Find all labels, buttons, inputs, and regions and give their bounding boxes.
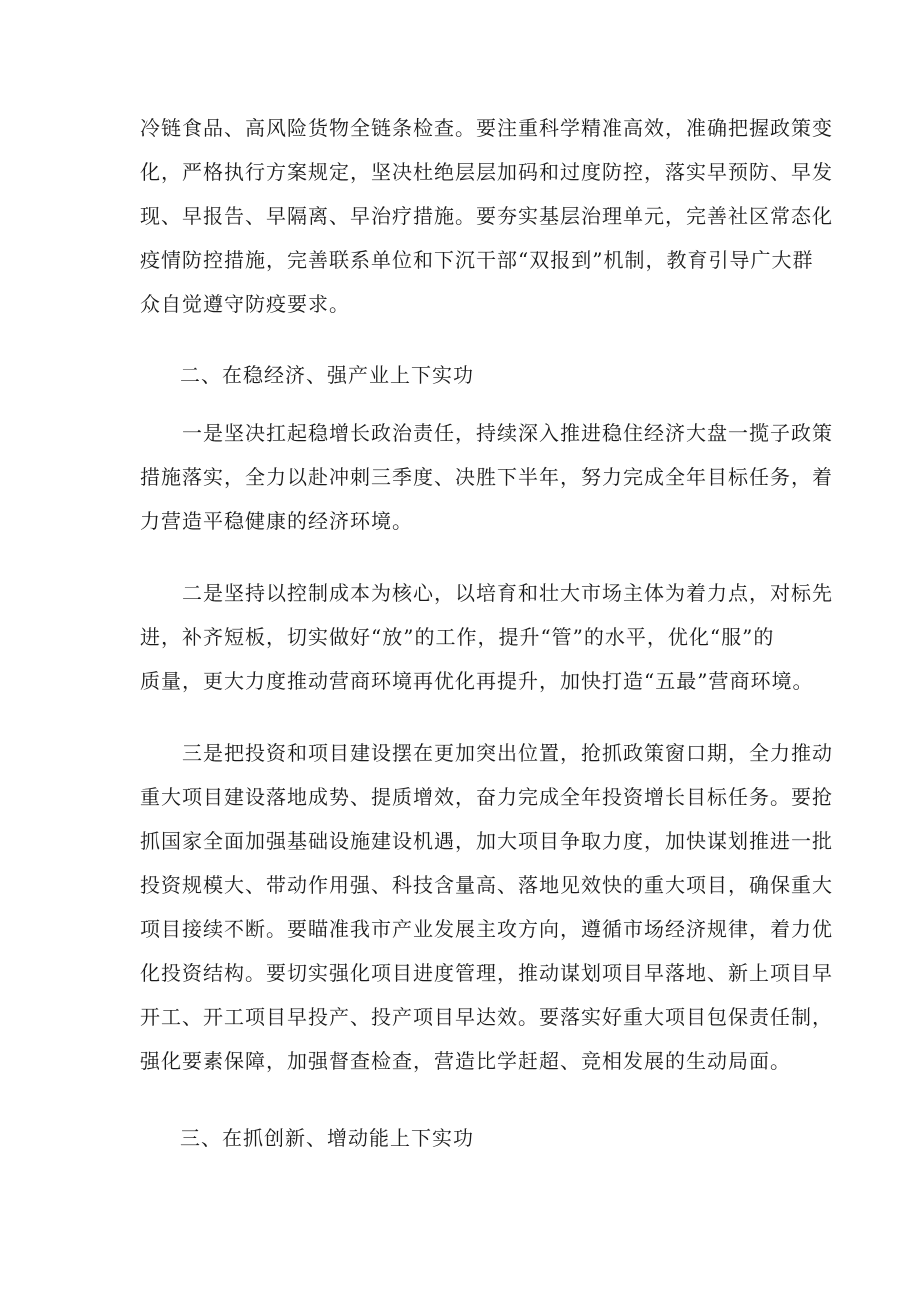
paragraph-point-1 (140, 411, 833, 543)
text-line: 力营造平稳健康的经济环境。 (140, 509, 413, 533)
paragraph-point-2 (140, 571, 833, 703)
text-line: 质量，更大力度推动营商环境再优化再提升，加快打造“五最”营商环境。 (140, 669, 814, 693)
text-line: 重大项目建设落地成势、提质增效，奋力完成全年投资增长目标任务。要抢 (140, 785, 833, 809)
text-line: 众自觉遵守防疫要求。 (140, 292, 350, 316)
text-line: 进，补齐短板，切实做好“放”的工作，提升“管”的水平，优化“服”的 (140, 625, 775, 649)
text-line: 投资规模大、带动作用强、科技含量高、落地见效快的重大项目，确保重大 (140, 873, 833, 897)
text-line: 疫情防控措施，完善联系单位和下沉干部“双报到”机制，教育引导广大群 (140, 248, 814, 272)
text-line: 强化要素保障，加强督查检查，营造比学赶超、竞相发展的生动局面。 (140, 1049, 791, 1073)
heading-line: 三、在抓创新、增动能上下实功 (180, 1126, 474, 1150)
section-heading-3 (140, 1116, 800, 1160)
text-line: 项目接续不断。要瞄准我市产业发展主攻方向，遵循市场经济规律，着力优 (140, 917, 833, 941)
section-heading-2 (140, 353, 800, 397)
text-line: 措施落实，全力以赴冲刺三季度、决胜下半年，努力完成全年目标任务，着 (140, 465, 833, 489)
text-line: 化投资结构。要切实强化项目进度管理，推动谋划项目早落地、新上项目早 (140, 961, 833, 985)
paragraph-epidemic-control (140, 106, 833, 326)
text-line: 开工、开工项目早投产、投产项目早达效。要落实好重大项目包保责任制， (140, 1005, 833, 1029)
text-line: 一是坚决扛起稳增长政治责任，持续深入推进稳住经济大盘一揽子政策 (140, 421, 833, 445)
text-line: 冷链食品、高风险货物全链条检查。要注重科学精准高效，准确把握政策变 (140, 116, 833, 140)
heading-line: 二、在稳经济、强产业上下实功 (180, 363, 474, 387)
text-line: 三是把投资和项目建设摆在更加突出位置，抢抓政策窗口期，全力推动 (140, 741, 833, 765)
paragraph-point-3 (140, 731, 833, 1083)
text-line: 二是坚持以控制成本为核心，以培育和壮大市场主体为着力点，对标先 (140, 581, 833, 605)
text-line: 抓国家全面加强基础设施建设机遇，加大项目争取力度，加快谋划推进一批 (140, 829, 833, 853)
text-line: 现、早报告、早隔离、早治疗措施。要夯实基层治理单元，完善社区常态化 (140, 204, 833, 228)
text-line: 化，严格执行方案规定，坚决杜绝层层加码和过度防控，落实早预防、早发 (140, 160, 833, 184)
